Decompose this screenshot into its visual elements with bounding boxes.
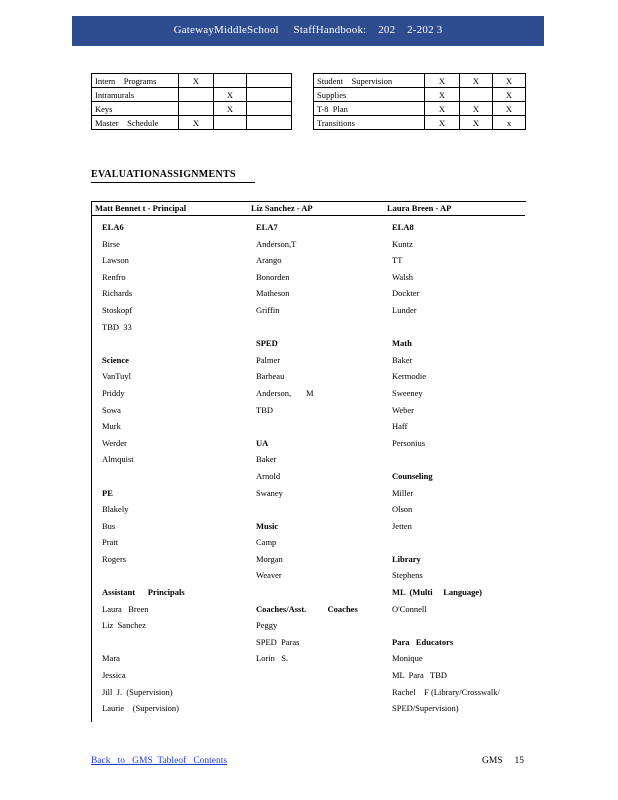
duty-mark: X: [179, 116, 214, 130]
list-item: Stoskopf: [102, 304, 133, 315]
duty-mark: [179, 88, 214, 102]
duty-mark: X: [425, 102, 460, 116]
table-row: [92, 88, 292, 102]
duties-table-left: [91, 73, 292, 130]
list-item: ML Para TBD: [392, 670, 448, 681]
group-heading: Library: [392, 553, 421, 564]
list-item: Monique: [392, 653, 423, 664]
list-item: Dockter: [392, 288, 420, 299]
duty-label: Intern Programs: [92, 74, 179, 88]
list-item: Birse: [102, 238, 120, 249]
duty-mark: [247, 74, 292, 88]
list-item: Kuntz: [392, 238, 413, 249]
list-item: TT: [392, 255, 403, 266]
duty-mark: X: [460, 102, 493, 116]
list-item: Sweeney: [392, 387, 423, 398]
list-item: Richards: [102, 288, 133, 299]
list-item: Barbeau: [256, 371, 285, 382]
group-heading: Science: [102, 354, 129, 365]
list-item: Miller: [392, 487, 414, 498]
duty-mark: [247, 102, 292, 116]
duty-mark: X: [425, 88, 460, 102]
duty-mark: [460, 88, 493, 102]
group-heading: PE: [102, 487, 113, 498]
list-item: Arnold: [256, 470, 281, 481]
table-row: [314, 74, 526, 88]
list-item: Anderson,T: [256, 238, 297, 249]
list-item: Rachel F (Library/Crosswalk/: [392, 686, 500, 697]
list-item: Blakely: [102, 504, 129, 515]
group-heading: Counseling: [392, 470, 433, 481]
table-row: [314, 116, 526, 130]
list-item: Jill J. (Supervision): [102, 686, 173, 697]
duty-mark: X: [214, 102, 247, 116]
duty-label: Transitions: [314, 116, 425, 130]
duty-mark: X: [214, 88, 247, 102]
list-item: [256, 418, 358, 435]
list-item: Baker: [392, 354, 413, 365]
duties-table-right: [313, 73, 526, 130]
duty-label: Keys: [92, 102, 179, 116]
table-row: [92, 74, 292, 88]
duty-mark: X: [425, 74, 460, 88]
list-item: Palmer: [256, 354, 281, 365]
list-item: Anderson, M: [256, 387, 314, 398]
duty-mark: [214, 74, 247, 88]
column-head-ap-sanchez: Liz Sanchez - AP: [251, 203, 313, 213]
principal-assignments-list: [102, 219, 185, 717]
list-item: Jessica: [102, 670, 126, 681]
list-item: Walsh: [392, 271, 414, 282]
header-title: GatewayMiddleSchool StaffHandbook: 202 2-202 3: [173, 24, 443, 36]
list-item: Personius: [392, 437, 426, 448]
list-item: Olson: [392, 504, 413, 515]
list-item: VanTuyl: [102, 371, 131, 382]
list-item: [392, 534, 500, 551]
duty-mark: X: [493, 74, 526, 88]
column-head-ap-breen: Laura Breen - AP: [387, 203, 452, 213]
list-item: Matheson: [256, 288, 290, 299]
list-item: Almquist: [102, 454, 134, 465]
list-item: Weaver: [256, 570, 282, 581]
list-item: [392, 319, 500, 336]
list-item: Sowa: [102, 404, 121, 415]
list-item: [256, 319, 358, 336]
section-title: EVALUATIONASSIGNMENTS: [91, 169, 255, 183]
list-item: Mara: [102, 653, 120, 664]
list-item: Liz Sanchez: [102, 620, 146, 631]
list-item: [102, 335, 185, 352]
duty-mark: [247, 88, 292, 102]
duty-label: Master Schedule: [92, 116, 179, 130]
table-row: [314, 102, 526, 116]
list-item: Bonorden: [256, 271, 290, 282]
duty-mark: X: [493, 88, 526, 102]
group-heading: ELA7: [256, 222, 278, 232]
group-heading: Assistant Principals: [102, 587, 185, 598]
list-item: [102, 567, 185, 584]
list-item: [256, 584, 358, 601]
list-item: Laura Breen: [102, 603, 149, 614]
list-item: Kermodie: [392, 371, 426, 382]
duty-label: Student Supervision: [314, 74, 425, 88]
list-item: Murk: [102, 421, 121, 432]
duty-mark: [214, 116, 247, 130]
group-heading: ELA8: [392, 222, 414, 232]
list-item: Renfro: [102, 271, 126, 282]
list-item: Weber: [392, 404, 414, 415]
list-item: TBD 33: [102, 321, 132, 332]
duty-mark: X: [493, 102, 526, 116]
ap-breen-assignments-list: [392, 219, 500, 717]
list-item: [102, 634, 185, 651]
list-item: Arango: [256, 255, 282, 266]
duty-label: Intramurals: [92, 88, 179, 102]
list-item: O'Connell: [392, 603, 427, 614]
page-number: GMS 15: [482, 756, 524, 766]
list-item: Lawson: [102, 255, 129, 266]
duty-mark: [179, 102, 214, 116]
list-item: Stephens: [392, 570, 423, 581]
group-heading: Coaches/Asst. Coaches: [256, 603, 358, 614]
group-heading: SPED: [256, 338, 278, 349]
duty-mark: X: [179, 74, 214, 88]
list-item: Griffin: [256, 304, 280, 315]
ap-sanchez-assignments-list: [256, 219, 358, 667]
list-item: Lorin S.: [256, 653, 289, 664]
group-heading: UA: [256, 437, 269, 448]
duty-label: T-8 Plan: [314, 102, 425, 116]
back-to-contents-link[interactable]: Back to GMS Tableof Contents: [91, 756, 228, 766]
group-heading: Math: [392, 338, 412, 349]
list-item: TBD: [256, 404, 273, 415]
table-row: [314, 88, 526, 102]
duty-mark: x: [493, 116, 526, 130]
list-item: Rogers: [102, 553, 127, 564]
list-item: Laurie (Supervision): [102, 703, 179, 714]
list-item: Morgan: [256, 553, 283, 564]
list-item: [256, 501, 358, 518]
list-item: Swaney: [256, 487, 283, 498]
list-item: Pratt: [102, 537, 119, 548]
list-item: SPED Paras: [256, 636, 300, 647]
column-head-principal: Matt Bennet t - Principal: [95, 203, 187, 213]
group-heading: ML (Multi Language): [392, 587, 482, 598]
table-row: [92, 102, 292, 116]
duty-label: Supplies: [314, 88, 425, 102]
list-item: Camp: [256, 537, 277, 548]
list-item: Peggy: [256, 620, 278, 631]
duty-mark: [247, 116, 292, 130]
duty-mark: X: [460, 116, 493, 130]
list-item: [392, 451, 500, 468]
list-item: Baker: [256, 454, 277, 465]
list-item: SPED/Supervision): [392, 703, 459, 714]
list-item: Lunder: [392, 304, 417, 315]
table-row: [92, 116, 292, 130]
list-item: [392, 617, 500, 634]
group-heading: Para Educators: [392, 636, 454, 647]
list-item: Jetten: [392, 520, 412, 531]
duty-mark: X: [460, 74, 493, 88]
list-item: Werder: [102, 437, 127, 448]
group-heading: Music: [256, 520, 279, 531]
list-item: Priddy: [102, 387, 125, 398]
list-item: [102, 468, 185, 485]
list-item: Haff: [392, 421, 408, 432]
header-banner: [72, 16, 544, 46]
group-heading: ELA6: [102, 222, 124, 232]
duty-mark: X: [425, 116, 460, 130]
list-item: Bus: [102, 520, 116, 531]
header-divider: [91, 215, 525, 216]
